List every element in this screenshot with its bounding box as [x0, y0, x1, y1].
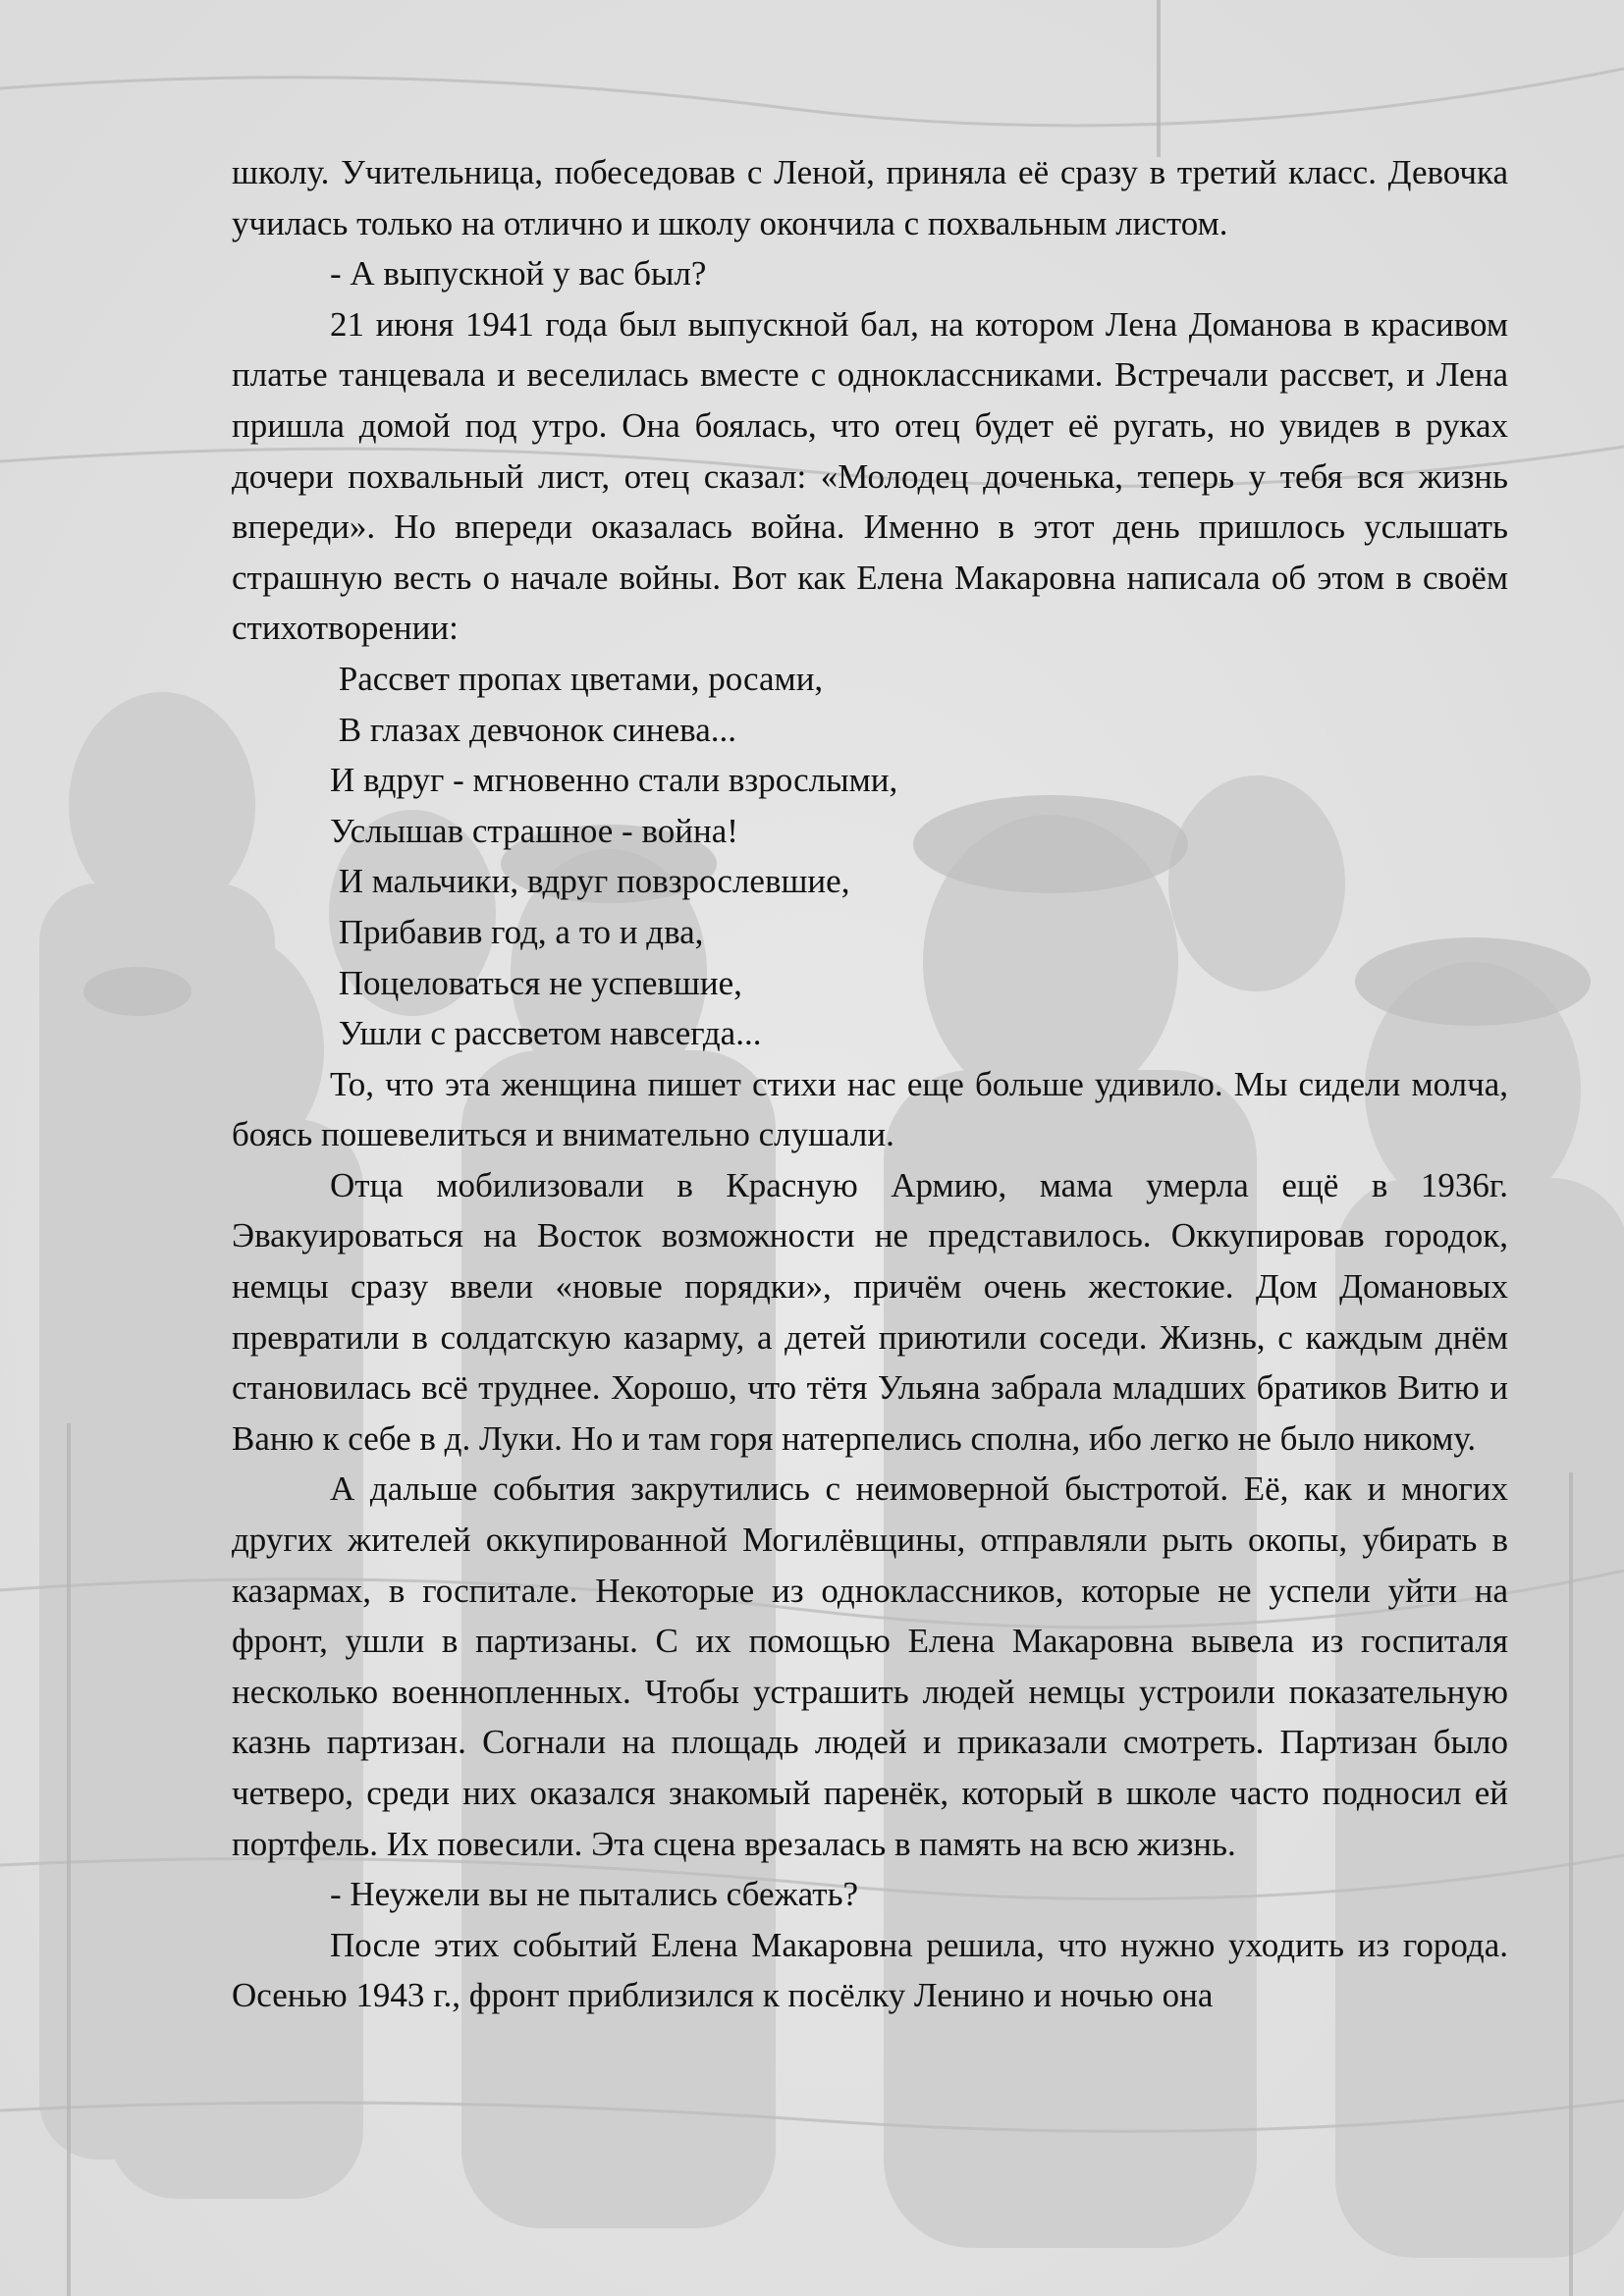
poem-line: И мальчики, вдруг повзрослевшие,	[330, 862, 850, 901]
poem-line: Прибавив год, а то и два,	[330, 912, 704, 951]
poem-line: Услышав страшное - война!	[330, 811, 738, 850]
question-line: - А выпускной у вас был?	[330, 254, 707, 294]
question-line: - Неужели вы не пытались сбежать?	[330, 1875, 859, 1914]
poem	[232, 654, 1508, 1059]
paragraph: А дальше события закрутились с неимоверной быстротой. Её, как и многих других жителей оккупированной Могилёвщины, отправляли рыть окопы, убирать в казармах, в госпитале. Некоторые из одноклассников, которые не успели уйти на фронт, ушли в партизаны. С их помощью Елена Макаровна вывела из госпиталя несколько военнопленных. Чтобы устрашить людей немцы устроили показательную казнь партизан. Согнали на площадь людей и приказали смотреть. Партизан было четверо, среди них оказался знакомый паренёк, который в школе часто подносил ей портфель. Их повесили. Эта сцена врезалась в память на всю жизнь.	[232, 1469, 1508, 1863]
paragraph: То, что эта женщина пишет стихи нас еще больше удивило. Мы сидели молча, боясь пошевелиться и внимательно слушали.	[232, 1064, 1508, 1154]
article-text	[232, 147, 1508, 2021]
poem-line: Поцеловаться не успевшие,	[330, 963, 742, 1002]
paragraph: После этих событий Елена Макаровна решила, что нужно уходить из города. Осенью 1943 г., фронт приблизился к посёлку Ленино и ночью она	[232, 1925, 1508, 2015]
paragraph: школу. Учительница, побеседовав с Леной, приняла её сразу в третий класс. Девочка училась только на отлично и школу окончила с похвальным листом.	[232, 153, 1508, 242]
poem-line: И вдруг - мгновенно стали взрослыми,	[330, 761, 898, 800]
poem-line: Ушли с рассветом навсегда...	[330, 1014, 762, 1053]
paragraph: 21 июня 1941 года был выпускной бал, на котором Лена Доманова в красивом платье танцевала и веселилась вместе с одноклассниками. Встречали рассвет, и Лена пришла домой под утро. Она боялась, что отец будет её ругать, но увидев в руках дочери похвальный лист, отец сказал: «Молодец доченька, теперь у тебя вся жизнь впереди». Но впереди оказалась война. Именно в этот день пришлось услышать страшную весть о начале войны. Вот как Елена Макаровна написала об этом в своём стихотворении:	[232, 304, 1508, 648]
poem-line: В глазах девчонок синева...	[330, 710, 737, 749]
poem-line: Рассвет пропах цветами, росами,	[330, 659, 824, 698]
paragraph: Отца мобилизовали в Красную Армию, мама умерла ещё в 1936г. Эвакуироваться на Восток возможности не представилось. Оккупировав городок, немцы сразу ввели «новые порядки», причём очень жестокие. Дом Домановых превратили в солдатскую казарму, а детей приютили соседи. Жизнь, с каждым днём становилась всё труднее. Хорошо, что тётя Ульяна забрала младших братиков Витю и Ваню к себе в д. Луки. Но и там горя натерпелись сполна, ибо легко не было никому.	[232, 1165, 1508, 1458]
